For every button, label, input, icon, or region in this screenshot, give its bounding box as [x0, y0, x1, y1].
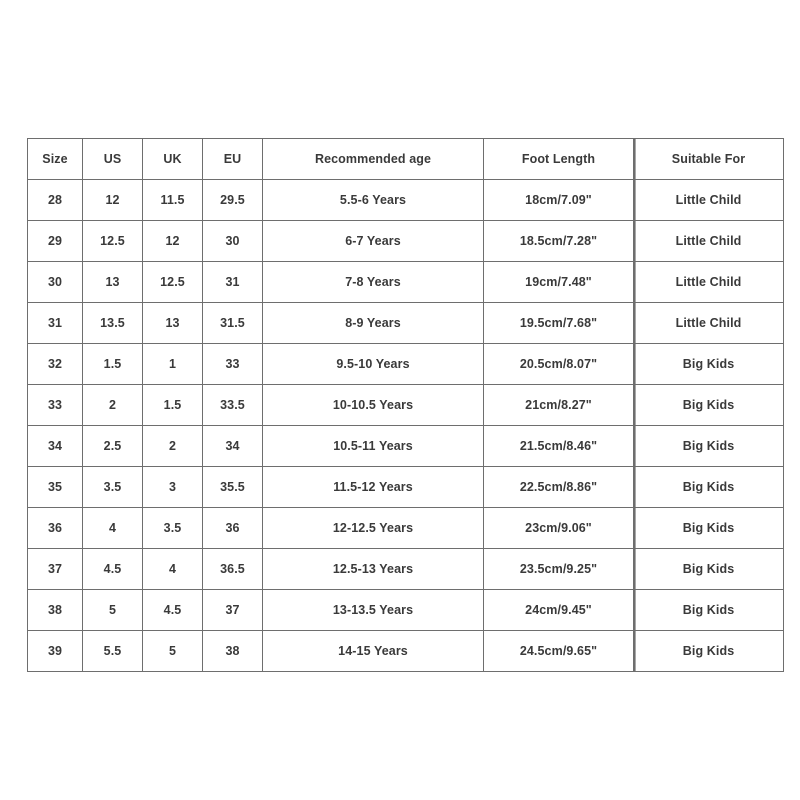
cell-suitable: Big Kids: [634, 385, 784, 426]
cell-uk: 4: [143, 549, 203, 590]
table-row: [28, 631, 784, 672]
cell-uk: 13: [143, 303, 203, 344]
cell-eu: 34: [203, 426, 263, 467]
cell-foot: 21cm/8.27": [484, 385, 634, 426]
cell-foot: 19cm/7.48": [484, 262, 634, 303]
cell-foot: 18.5cm/7.28": [484, 221, 634, 262]
cell-age: 12.5-13 Years: [263, 549, 484, 590]
cell-suitable: Big Kids: [634, 549, 784, 590]
cell-age: 5.5-6 Years: [263, 180, 484, 221]
cell-us: 13: [83, 262, 143, 303]
cell-size: 36: [28, 508, 83, 549]
size-chart-container: [27, 138, 783, 660]
cell-uk: 2: [143, 426, 203, 467]
cell-suitable: Big Kids: [634, 631, 784, 672]
cell-eu: 36: [203, 508, 263, 549]
cell-suitable: Little Child: [634, 262, 784, 303]
cell-age: 7-8 Years: [263, 262, 484, 303]
cell-suitable: Big Kids: [634, 590, 784, 631]
cell-uk: 1: [143, 344, 203, 385]
cell-eu: 30: [203, 221, 263, 262]
cell-foot: 24.5cm/9.65": [484, 631, 634, 672]
cell-us: 3.5: [83, 467, 143, 508]
table-row: [28, 590, 784, 631]
column-header-us: US: [83, 139, 143, 180]
column-header-suitable: Suitable For: [634, 139, 784, 180]
cell-age: 13-13.5 Years: [263, 590, 484, 631]
cell-eu: 31: [203, 262, 263, 303]
table-row: [28, 303, 784, 344]
cell-age: 10-10.5 Years: [263, 385, 484, 426]
cell-size: 35: [28, 467, 83, 508]
cell-uk: 3.5: [143, 508, 203, 549]
cell-size: 33: [28, 385, 83, 426]
cell-foot: 20.5cm/8.07": [484, 344, 634, 385]
cell-age: 11.5-12 Years: [263, 467, 484, 508]
cell-us: 4.5: [83, 549, 143, 590]
cell-uk: 5: [143, 631, 203, 672]
cell-eu: 31.5: [203, 303, 263, 344]
cell-suitable: Little Child: [634, 180, 784, 221]
cell-size: 31: [28, 303, 83, 344]
cell-size: 39: [28, 631, 83, 672]
cell-suitable: Big Kids: [634, 344, 784, 385]
cell-foot: 21.5cm/8.46": [484, 426, 634, 467]
cell-uk: 4.5: [143, 590, 203, 631]
cell-us: 2.5: [83, 426, 143, 467]
table-row: [28, 467, 784, 508]
column-header-age: Recommended age: [263, 139, 484, 180]
cell-size: 30: [28, 262, 83, 303]
table-row: [28, 426, 784, 467]
cell-us: 2: [83, 385, 143, 426]
table-header-row: [28, 139, 784, 180]
cell-us: 12: [83, 180, 143, 221]
cell-foot: 23cm/9.06": [484, 508, 634, 549]
cell-suitable: Little Child: [634, 303, 784, 344]
column-header-uk: UK: [143, 139, 203, 180]
cell-us: 5: [83, 590, 143, 631]
table-row: [28, 549, 784, 590]
cell-size: 38: [28, 590, 83, 631]
column-header-foot: Foot Length: [484, 139, 634, 180]
cell-eu: 35.5: [203, 467, 263, 508]
cell-foot: 22.5cm/8.86": [484, 467, 634, 508]
table-row: [28, 344, 784, 385]
cell-us: 5.5: [83, 631, 143, 672]
cell-foot: 24cm/9.45": [484, 590, 634, 631]
cell-age: 6-7 Years: [263, 221, 484, 262]
cell-age: 8-9 Years: [263, 303, 484, 344]
cell-size: 37: [28, 549, 83, 590]
cell-uk: 1.5: [143, 385, 203, 426]
table-header: [28, 139, 784, 180]
cell-suitable: Big Kids: [634, 467, 784, 508]
cell-uk: 3: [143, 467, 203, 508]
cell-eu: 37: [203, 590, 263, 631]
cell-size: 34: [28, 426, 83, 467]
cell-age: 9.5-10 Years: [263, 344, 484, 385]
cell-suitable: Big Kids: [634, 508, 784, 549]
table-row: [28, 385, 784, 426]
cell-foot: 19.5cm/7.68": [484, 303, 634, 344]
cell-uk: 12: [143, 221, 203, 262]
cell-suitable: Big Kids: [634, 426, 784, 467]
cell-eu: 33.5: [203, 385, 263, 426]
cell-eu: 33: [203, 344, 263, 385]
cell-size: 28: [28, 180, 83, 221]
cell-size: 29: [28, 221, 83, 262]
cell-uk: 11.5: [143, 180, 203, 221]
cell-age: 14-15 Years: [263, 631, 484, 672]
cell-suitable: Little Child: [634, 221, 784, 262]
cell-uk: 12.5: [143, 262, 203, 303]
table-body: [28, 180, 784, 672]
cell-age: 12-12.5 Years: [263, 508, 484, 549]
shoe-size-chart-table: [27, 138, 784, 672]
cell-size: 32: [28, 344, 83, 385]
column-header-size: Size: [28, 139, 83, 180]
table-row: [28, 180, 784, 221]
cell-us: 1.5: [83, 344, 143, 385]
table-row: [28, 508, 784, 549]
cell-foot: 18cm/7.09": [484, 180, 634, 221]
cell-age: 10.5-11 Years: [263, 426, 484, 467]
column-header-eu: EU: [203, 139, 263, 180]
cell-us: 12.5: [83, 221, 143, 262]
table-row: [28, 221, 784, 262]
table-row: [28, 262, 784, 303]
cell-eu: 36.5: [203, 549, 263, 590]
cell-us: 4: [83, 508, 143, 549]
cell-eu: 38: [203, 631, 263, 672]
cell-foot: 23.5cm/9.25": [484, 549, 634, 590]
cell-eu: 29.5: [203, 180, 263, 221]
cell-us: 13.5: [83, 303, 143, 344]
